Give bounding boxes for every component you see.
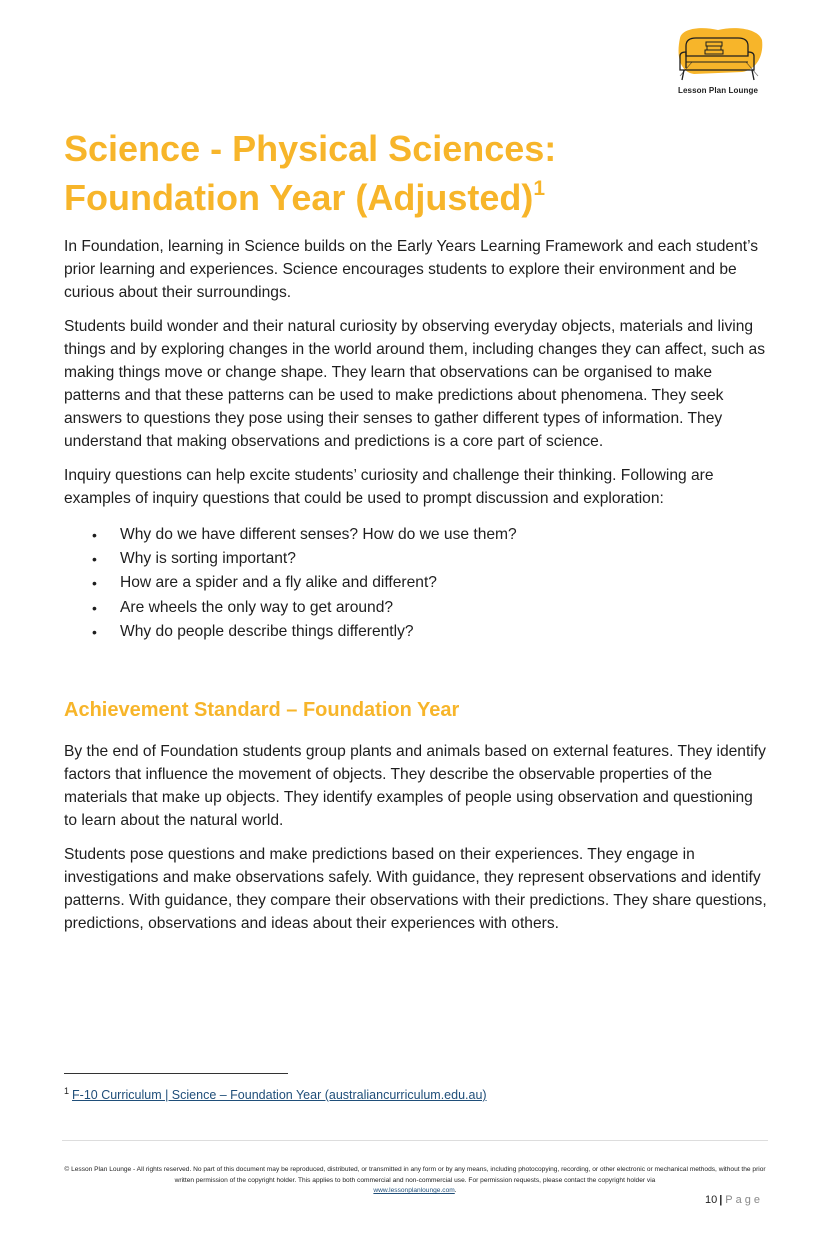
bullet-icon: • [92, 575, 97, 592]
intro-paragraph-3: Inquiry questions can help excite students’ curiosity and challenge their thinking. Following are examples of inquiry questions that could be used to prompt discussion and exploration: [64, 467, 714, 507]
footnote-number: 1 [64, 1086, 70, 1096]
page-number [705, 1194, 763, 1206]
bullet-icon: • [92, 599, 97, 616]
website-link[interactable]: www.lessonplanlounge.com [373, 1187, 455, 1194]
page-separator: | [719, 1194, 723, 1206]
list-item [64, 596, 770, 620]
bullet-icon: • [92, 551, 97, 568]
list-item [64, 620, 770, 644]
question-text: Why is sorting important? [120, 550, 296, 568]
footnote [64, 1086, 487, 1102]
logo-text: Lesson Plan Lounge [677, 86, 759, 95]
bullet-icon: • [92, 623, 97, 640]
copyright-notice: © Lesson Plan Lounge - All rights reserved. No part of this document may be reproduced, distributed, or transmitted in any form or by any means, including photocopying, recording, or other electronic or mechanical methods, without the prior written permission of the copyright holder. This applies to both commercial and non-commercial use. For permission requests, please contact the copyright holder via www.lessonplanlounge.com. [64, 1166, 766, 1194]
page-title [64, 124, 764, 222]
main-content [64, 235, 770, 946]
footnote-divider [64, 1073, 288, 1074]
intro-paragraph-2: Students build wonder and their natural curiosity by observing everyday objects, materials and living things and by exploring changes in the world around them, including changes they can affect, such as making things move or change shape. They learn that observations can be organised to make patterns and that these patterns can be used to make predictions about phenomena. They seek answers to questions they pose using their senses to gather different types of information. They understand that making observations and predictions is a core part of science. [64, 318, 766, 450]
list-item [64, 523, 770, 547]
question-text: Why do people describe things differently? [120, 622, 414, 640]
achievement-paragraph-2: Students pose questions and make predictions based on their experiences. They engage in investigations and make observations safely. With guidance, they represent observations and identify patterns. With guidance, they compare their observations with their predictions. They share questions, predictions, observations and ideas about their experiences with others. [64, 846, 767, 933]
inquiry-questions-list [64, 523, 770, 644]
list-item [64, 547, 770, 571]
page-label: Page [725, 1194, 763, 1206]
armchair-books-logo-icon [672, 26, 764, 86]
brand-logo [668, 26, 768, 98]
achievement-standard-heading: Achievement Standard – Foundation Year [64, 699, 460, 722]
footer-divider [62, 1140, 768, 1141]
copyright-text: © Lesson Plan Lounge - All rights reserved. No part of this document may be reproduced, distributed, or transmitted in any form or by any means, including photocopying, recording, or other electronic or mechanical methods, without the prior written permission of the copyright holder. This applies to both commercial and non-commercial use. For permission requests, please contact the copyright holder via [64, 1166, 766, 1184]
achievement-paragraph-1: By the end of Foundation students group plants and animals based on external features. They identify factors that influence the movement of objects. They describe the observable properties of the materials that make up objects. They identify examples of people using observation and questioning to learn about the natural world. [64, 743, 766, 830]
question-text: Why do we have different senses? How do we use them? [120, 526, 517, 543]
footnote-link[interactable]: F-10 Curriculum | Science – Foundation Year (australiancurriculum.edu.au) [72, 1088, 487, 1103]
title-line-1: Science - Physical Sciences: [64, 128, 557, 169]
page-number-value: 10 [704, 1194, 718, 1206]
intro-paragraph-1: In Foundation, learning in Science builds on the Early Years Learning Framework and each student’s prior learning and experiences. Science encourages students to explore their environment and be curious about their surroundings. [64, 238, 759, 301]
list-item [64, 571, 770, 595]
title-line-2: Foundation Year (Adjusted) [64, 177, 534, 218]
question-text: Are wheels the only way to get around? [120, 598, 394, 616]
question-text: How are a spider and a fly alike and different? [120, 574, 437, 592]
footnote-reference[interactable]: 1 [533, 177, 546, 200]
bullet-icon: • [92, 527, 97, 543]
